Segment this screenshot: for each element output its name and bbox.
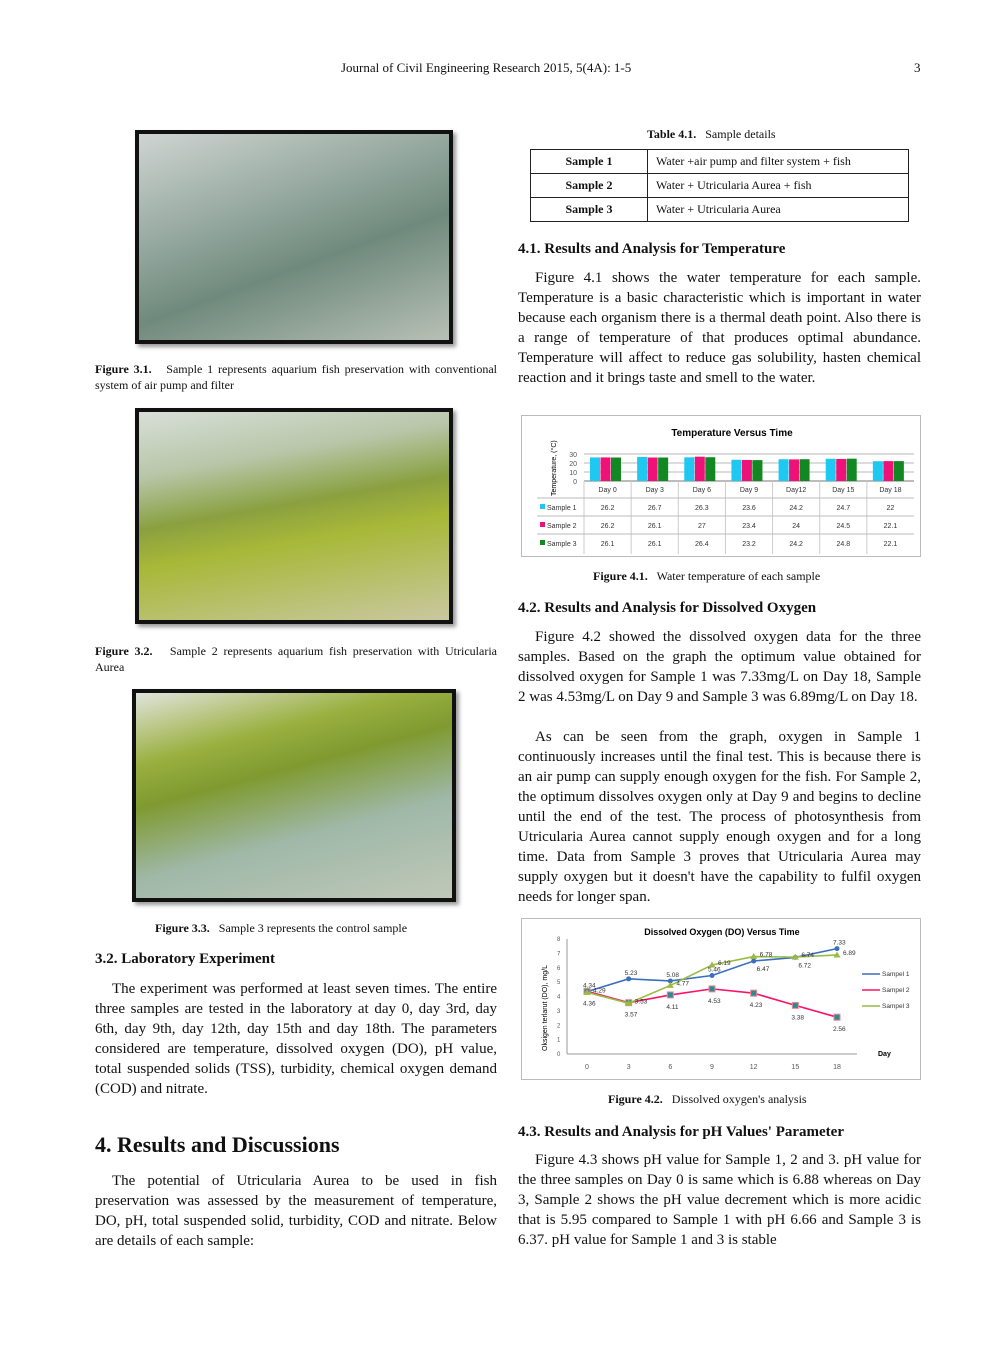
chart-title: Dissolved Oxygen (DO) Versus Time xyxy=(644,927,800,937)
section-4-2-heading: 4.2. Results and Analysis for Dissolved Oxygen xyxy=(518,600,817,616)
data-cell: 22 xyxy=(886,505,895,512)
data-cell: 24 xyxy=(792,523,801,530)
data-label: 4.36 xyxy=(583,1000,596,1008)
y-tick-label: 30 xyxy=(569,452,577,459)
data-label: 3.53 xyxy=(634,998,648,1006)
bar xyxy=(826,459,836,481)
page-number: 3 xyxy=(914,60,921,75)
x-tick-label: Day 0 xyxy=(598,487,617,494)
data-cell: 26.2 xyxy=(600,523,615,530)
section-4-3-text: Figure 4.3 shows pH value for Sample 1, 2 and 3. pH value for the three samples on Day 0 is same which is 6.88 whereas on Day 3, Sample 2 shows the pH value decrement which is more acidic that is 5.95 compared to Sample 1 with pH 6.66 and Sample 3 is 6.37. pH value for Sample 1 and 3 is stable xyxy=(518,1152,921,1248)
legend-label: Sample 3 xyxy=(547,541,577,548)
data-cell: 26.1 xyxy=(600,541,615,548)
section-4-1-heading: 4.1. Results and Analysis for Temperature xyxy=(518,241,786,257)
figure-3-2-caption: Figure 3.2. Sample 2 represents aquarium fish preservation with Utricularia Aurea xyxy=(95,644,497,674)
chart-title: Temperature Versus Time xyxy=(671,428,793,439)
section-4-text: The potential of Utricularia Aurea to be used in fish preservation was assessed by the measurement of temperature, DO, pH, total suspended solid, turbidity, COD and nitrate. Below are details of each sample: xyxy=(95,1173,497,1249)
figure-3-3-caption: Figure 3.3. Sample 3 represents the control sample xyxy=(155,921,408,935)
x-tick-label: Day 15 xyxy=(832,487,855,494)
figure-3-1-caption: Figure 3.1. Sample 1 represents aquarium fish preservation with conventional system of air pump and filter xyxy=(95,362,498,392)
data-cell: 22.1 xyxy=(883,523,898,530)
data-label: 6.19 xyxy=(718,960,731,968)
bar xyxy=(742,460,752,481)
data-label: 5.23 xyxy=(624,969,638,977)
bar xyxy=(789,459,799,481)
temperature-chart xyxy=(521,415,921,557)
data-point xyxy=(710,973,715,978)
data-label: 4.23 xyxy=(749,1002,763,1010)
table-row: Sample 1 Water +air pump and filter system + fish xyxy=(531,150,909,174)
data-cell: 24.2 xyxy=(789,505,803,512)
bar xyxy=(847,459,857,481)
legend-label: Sample 2 xyxy=(547,523,577,530)
data-point xyxy=(834,1014,840,1020)
data-cell: 23.2 xyxy=(742,541,756,548)
sample-details-table xyxy=(530,149,909,222)
bar xyxy=(695,457,705,481)
data-point xyxy=(709,986,715,992)
data-cell: 24.2 xyxy=(789,541,803,548)
bar xyxy=(705,457,715,481)
legend-swatch xyxy=(540,504,545,509)
figure-4-1-caption: Figure 4.1. Water temperature of each sample xyxy=(593,569,821,583)
data-cell: 27 xyxy=(697,523,706,530)
x-tick-label: 6 xyxy=(668,1064,673,1071)
data-cell: 26.1 xyxy=(647,523,662,530)
aquarium-photo-sample-3 xyxy=(132,689,456,902)
data-cell: 23.6 xyxy=(742,505,756,512)
bar xyxy=(894,461,904,481)
x-tick-label: Day 3 xyxy=(645,487,664,494)
y-tick-label: 7 xyxy=(557,951,561,958)
x-tick-label: 9 xyxy=(710,1064,714,1071)
data-label: 4.11 xyxy=(666,1003,679,1011)
bar xyxy=(836,459,846,481)
data-label: 4.53 xyxy=(708,997,721,1005)
data-cell: 23.4 xyxy=(742,523,756,530)
y-tick-label: 10 xyxy=(569,470,577,477)
y-tick-label: 2 xyxy=(557,1023,561,1030)
dissolved-oxygen-chart xyxy=(521,918,921,1080)
legend-swatch xyxy=(540,540,545,545)
y-tick-label: 6 xyxy=(557,965,561,972)
data-label: 3.57 xyxy=(624,1011,638,1019)
x-tick-label: Day 18 xyxy=(879,487,902,494)
data-label: 6.74 xyxy=(801,952,814,960)
y-tick-label: 1 xyxy=(557,1037,561,1044)
legend-label: Sampel 3 xyxy=(882,1003,910,1010)
x-tick-label: Day 6 xyxy=(692,487,712,494)
data-cell: 26.1 xyxy=(647,541,662,548)
table-4-1-caption: Table 4.1. Sample details xyxy=(647,127,776,141)
data-point xyxy=(751,990,757,996)
bar xyxy=(611,458,621,481)
x-axis-label: Day xyxy=(878,1051,891,1058)
data-label: 7.33 xyxy=(833,939,846,947)
data-cell: 24.5 xyxy=(836,523,851,530)
data-label: 6.47 xyxy=(756,965,770,973)
aquarium-photo-sample-2 xyxy=(135,408,453,624)
bar xyxy=(648,458,658,481)
data-label: 4.34 xyxy=(583,982,596,990)
data-cell: 26.4 xyxy=(695,541,709,548)
x-tick-label: 3 xyxy=(626,1064,631,1071)
data-label: 2.56 xyxy=(833,1026,846,1034)
bar xyxy=(637,457,647,481)
bar xyxy=(684,457,694,481)
y-tick-label: 5 xyxy=(557,980,561,987)
section-3-2-heading: 3.2. Laboratory Experiment xyxy=(95,951,275,967)
legend-swatch xyxy=(540,522,545,527)
data-label: 3.38 xyxy=(791,1014,804,1022)
table-row: Sample 2 Water + Utricularia Aurea + fish xyxy=(531,174,909,198)
data-cell: 26.3 xyxy=(695,505,709,512)
bar xyxy=(800,459,810,481)
data-label: 6.89 xyxy=(843,949,856,957)
data-cell: 26.7 xyxy=(647,505,662,512)
y-tick-label: 0 xyxy=(573,479,577,486)
running-header: Journal of Civil Engineering Research 2015, 5(4A): 1-5 xyxy=(341,60,632,75)
data-point xyxy=(751,958,756,963)
data-cell: 24.8 xyxy=(836,541,851,548)
bar xyxy=(601,457,611,481)
section-3-2-text: The experiment was performed at least seven times. The entire three samples are tested in the laboratory at day 0, day 3rd, day 6th, day 9th, day 12th, day 15th and day 18th. The parameters considered are temperature, dissolved oxygen (DO), pH value, total suspended solids (TSS), turbidity, chemical oxygen demand (COD) and nitrate. xyxy=(95,981,497,1097)
y-axis-label: Oksigen terlarut (DO), mg/L xyxy=(542,965,549,1051)
x-tick-label: 18 xyxy=(833,1064,841,1071)
section-4-2-text-1: Figure 4.2 showed the dissolved oxygen data for the three samples. Based on the graph the optimum value obtained for dissolved oxygen for Sample 1 was 7.33mg/L on Day 18, Sample 2 was 4.53mg/L on Day 9 and Sample 3 was 6.89mg/L on Day 18. xyxy=(518,629,921,705)
data-cell: 22.1 xyxy=(883,541,898,548)
legend-label: Sample 1 xyxy=(547,505,577,512)
bar xyxy=(752,460,762,481)
data-label: 5.08 xyxy=(666,971,679,979)
section-4-1-text: Figure 4.1 shows the water temperature for each sample. Temperature is a basic characteristic which is important in water because each organism there is a thermal death point. Also there is a range of temperature of that produces optimal abundance. Temperature will affect to reduce gas solubility, hasten chemical reaction and it brings taste and smell to the water. xyxy=(518,270,921,386)
y-tick-label: 4 xyxy=(557,994,561,1001)
x-tick-label: 12 xyxy=(749,1064,758,1071)
aquarium-photo-sample-1 xyxy=(135,130,453,344)
data-label: 6.72 xyxy=(798,962,811,970)
data-label: 4.77 xyxy=(676,980,689,988)
x-tick-label: Day 9 xyxy=(739,487,759,494)
bar xyxy=(658,458,668,481)
data-label: 6.78 xyxy=(759,951,773,959)
figure-4-2-caption: Figure 4.2. Dissolved oxygen's analysis xyxy=(608,1092,807,1106)
bar xyxy=(731,460,741,481)
data-cell: 26.2 xyxy=(600,505,615,512)
x-tick-label: 0 xyxy=(585,1064,589,1071)
data-label: 5.46 xyxy=(708,966,721,974)
x-tick-label: 15 xyxy=(791,1064,800,1071)
data-point xyxy=(792,1002,798,1008)
y-tick-label: 0 xyxy=(557,1052,561,1058)
temperature-chart-svg xyxy=(522,416,920,556)
data-cell: 24.7 xyxy=(836,505,851,512)
bar xyxy=(883,461,893,481)
legend-label: Sampel 1 xyxy=(882,971,910,978)
y-tick-label: 20 xyxy=(569,461,577,468)
dissolved-oxygen-chart-svg xyxy=(522,919,920,1079)
section-4-heading: 4. Results and Discussions xyxy=(95,1132,340,1157)
bar xyxy=(590,457,600,481)
y-axis-label: Temperature, (°C) xyxy=(551,440,558,496)
data-point xyxy=(626,976,631,981)
section-4-3-heading: 4.3. Results and Analysis for pH Values' Parameter xyxy=(518,1124,844,1140)
data-label: 4.29 xyxy=(593,987,606,995)
bar xyxy=(779,459,789,481)
x-tick-label: Day12 xyxy=(786,487,807,494)
data-point xyxy=(835,946,840,951)
y-tick-label: 3 xyxy=(557,1008,561,1015)
legend-label: Sampel 2 xyxy=(882,987,910,994)
bar xyxy=(873,461,883,481)
data-point xyxy=(667,992,673,998)
section-4-2-text-2: As can be seen from the graph, oxygen in Sample 1 continuously increases until the final test. This is because there is an air pump can supply enough oxygen for the fish. For Sample 2, the optimum dissolves oxygen only at Day 9 and begins to decline until the end of the test. The process of photosynthesis from Utricularia Aurea cannot supply enough oxygen and for a long time. Data from Sample 3 proves that Utricularia Aurea may supply oxygen but it doesn't have the capability to fulfil oxygen needs for longer span. xyxy=(518,729,921,905)
y-tick-label: 8 xyxy=(557,937,561,943)
table-row: Sample 3 Water + Utricularia Aurea xyxy=(531,198,909,222)
